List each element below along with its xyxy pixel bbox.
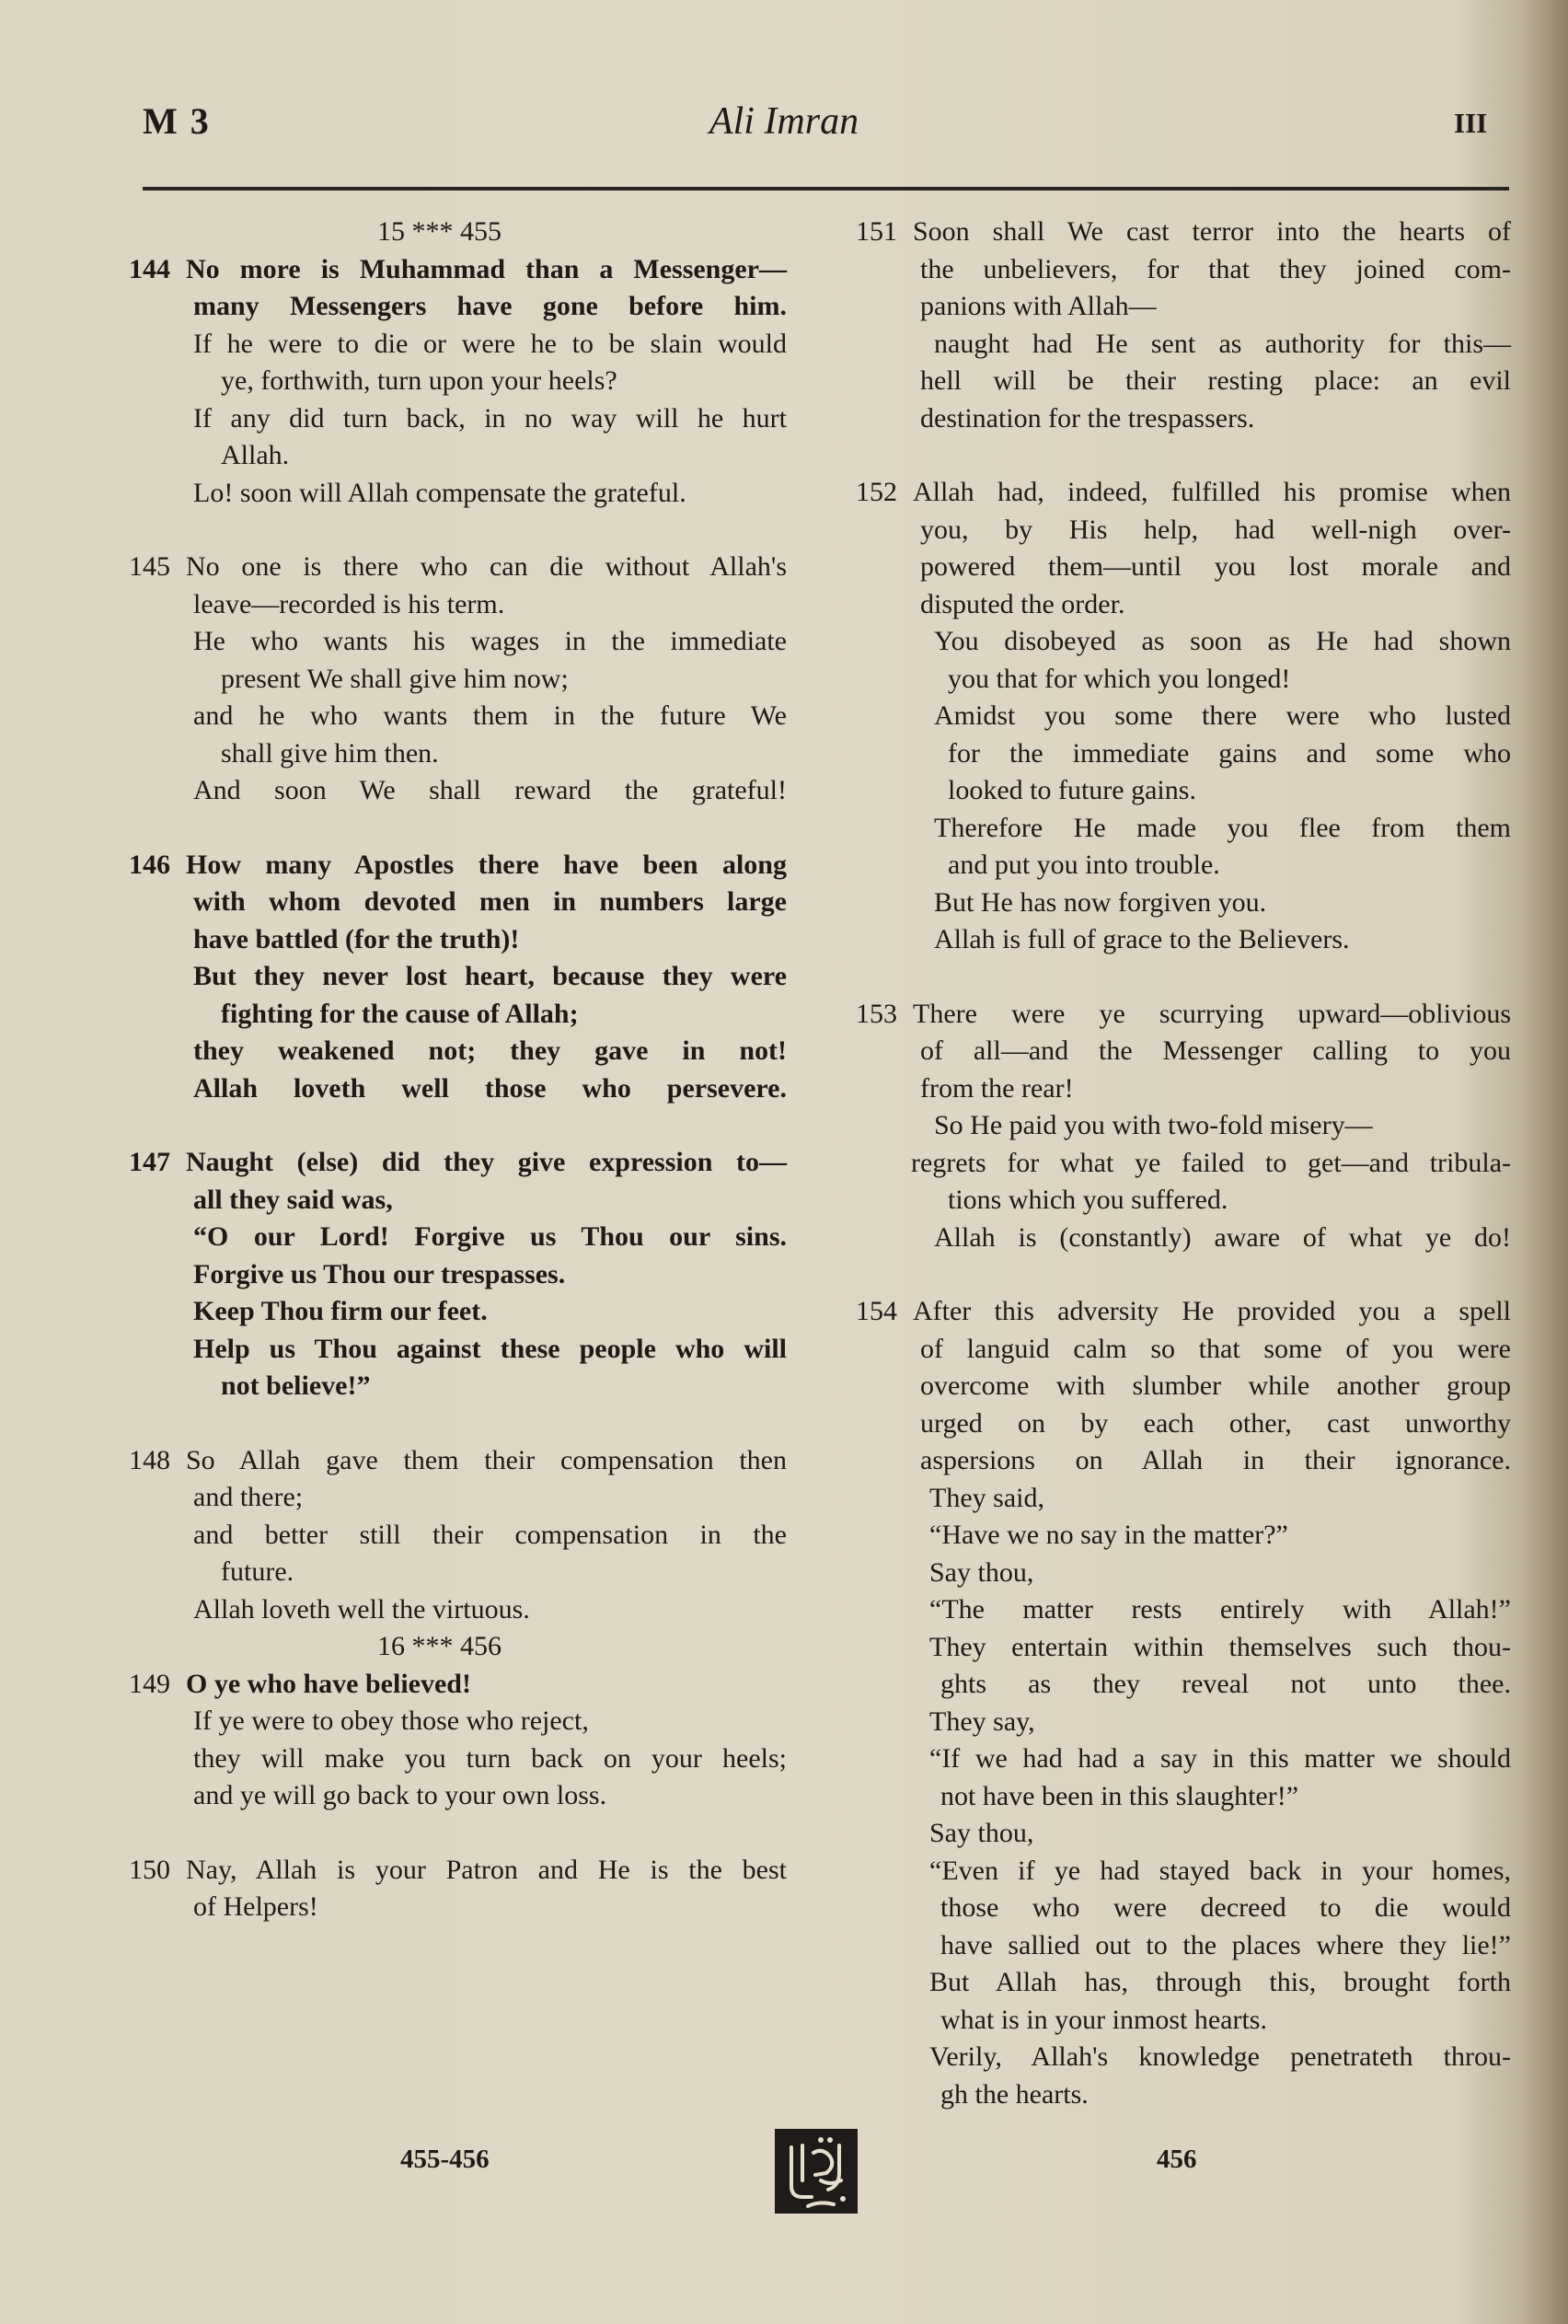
verse-line: they will make you turn back on your heels; (193, 1742, 787, 1774)
verse-line: of all—and the Messenger calling to you (920, 1035, 1511, 1066)
verse-line: the unbelievers, for that they joined com- (920, 253, 1511, 284)
verse-line: of Helpers! (193, 1891, 318, 1922)
verse-154 (856, 1293, 1511, 2113)
verse-line: hell will be their resting place: an evil (920, 365, 1511, 396)
verse-148 (129, 1442, 787, 1629)
verse-line: fighting for the cause of Allah; (221, 998, 579, 1029)
verse-line: Allah. (221, 440, 290, 470)
verse-line: you that for which you longed! (948, 663, 1291, 694)
verse-number: 146 (129, 849, 170, 880)
verse-line: Forgive us Thou our trespasses. (193, 1258, 566, 1289)
verse-line: Soon shall We cast terror into the hearts of (913, 216, 1511, 247)
verse-line: Say thou, (929, 1818, 1034, 1848)
verse-line: “O our Lord! Forgive us Thou our sins. (193, 1221, 787, 1252)
verse-line: and better still their compensation in the (193, 1519, 787, 1550)
verse-line: and he who wants them in the future We (193, 700, 787, 731)
verse-line: O ye who have believed! (186, 1668, 471, 1699)
verse-line: He who wants his wages in the immediate (193, 626, 787, 656)
verse-number: 148 (129, 1444, 170, 1475)
verse-149 (129, 1666, 787, 1815)
left-column (129, 214, 787, 1963)
verse-line: looked to future gains. (948, 775, 1196, 805)
verse-line: Keep Thou firm our feet. (193, 1296, 488, 1326)
page-footer-left: 455-456 (400, 2145, 490, 2174)
verse-line: No more is Muhammad than a Messenger— (186, 253, 787, 284)
verse-line: they weakened not; they gave in not! (193, 1035, 787, 1066)
verse-line: you, by His help, had well-nigh over- (920, 514, 1511, 545)
verse-line: leave—recorded is his term. (193, 588, 505, 619)
verse-line: If ye were to obey those who reject, (193, 1705, 589, 1736)
verse-line: And soon We shall reward the grateful! (193, 775, 787, 805)
verse-line: After this adversity He provided you a spell (913, 1296, 1511, 1326)
header-rule (143, 187, 1509, 191)
verse-number: 150 (129, 1854, 170, 1885)
verse-line: You disobeyed as soon as He had shown (934, 626, 1511, 656)
verse-151 (856, 214, 1511, 437)
verse-line: with whom devoted men in numbers large (193, 886, 787, 917)
verse-line: from the rear! (920, 1072, 1074, 1104)
verse-line: Naught (else) did they give expression to— (186, 1147, 787, 1177)
verse-line: Allah had, indeed, fulfilled his promise when (913, 477, 1511, 507)
verse-line: panions with Allah— (920, 291, 1157, 321)
verse-line: Allah is full of grace to the Believers. (934, 924, 1350, 954)
verse-line: have battled (for the truth)! (193, 923, 520, 954)
verse-line: Allah is (constantly) aware of what ye do! (934, 1221, 1511, 1253)
page-header-right: III (1454, 107, 1488, 139)
verse-line: So Allah gave them their compensation then (186, 1444, 787, 1475)
verse-line: disputed the order. (920, 588, 1125, 619)
verse-line: Verily, Allah's knowledge penetrateth throu- (929, 2041, 1511, 2072)
verse-line: They entertain within themselves such thou- (929, 1631, 1511, 1662)
page-header-left: M 3 (143, 100, 211, 142)
verse-144 (129, 251, 787, 513)
verse-line: have sallied out to the places where they lie!” (940, 1929, 1511, 1960)
verse-line: “Even if ye had stayed back in your homes, (929, 1855, 1511, 1886)
verse-line: But they never lost heart, because they were (193, 961, 787, 991)
verse-line: So He paid you with two-fold misery— (934, 1110, 1373, 1140)
verse-line: Amidst you some there were who lusted (934, 700, 1511, 731)
verse-number: 152 (856, 477, 897, 507)
verse-line: not believe!” (221, 1370, 371, 1401)
verse-line: They said, (929, 1482, 1044, 1513)
verse-line: Help us Thou against these people who will (193, 1333, 787, 1364)
verse-line: overcome with slumber while another group (920, 1370, 1511, 1401)
verse-150 (129, 1852, 787, 1926)
verse-line: tions which you suffered. (948, 1185, 1228, 1215)
verse-146 (129, 847, 787, 1108)
verse-line: for the immediate gains and some who (948, 737, 1511, 769)
verse-line: those who were decreed to die would (940, 1892, 1511, 1923)
verse-line: gh the hearts. (940, 2078, 1089, 2110)
verse-number: 145 (129, 551, 170, 582)
verse-line: and put you into trouble. (948, 850, 1220, 880)
verse-line: Nay, Allah is your Patron and He is the best (186, 1854, 787, 1885)
page-footer-right: 456 (1157, 2145, 1197, 2174)
verse-152 (856, 474, 1511, 959)
verse-line: urged on by each other, cast unworthy (920, 1407, 1511, 1439)
verse-line: “Have we no say in the matter?” (929, 1520, 1288, 1550)
verse-147 (129, 1144, 787, 1405)
verse-line: future. (221, 1556, 294, 1587)
verse-line: shall give him then. (221, 737, 439, 769)
verse-line: But Allah has, through this, brought forth (929, 1967, 1511, 1997)
verse-line: powered them—until you lost morale and (920, 551, 1511, 582)
verse-line: Say thou, (929, 1556, 1034, 1588)
verse-line: ye, forthwith, turn upon your heels? (221, 365, 617, 396)
verse-line: Allah loveth well the virtuous. (193, 1593, 530, 1624)
verse-line: naught had He sent as authority for this— (934, 328, 1511, 359)
verse-line: regrets for what ye failed to get—and tribula- (911, 1147, 1511, 1178)
verse-line: No one is there who can die without Allah's (186, 551, 787, 582)
verse-153 (856, 996, 1511, 1257)
verse-line: of languid calm so that some of you were (920, 1333, 1511, 1364)
verse-line: what is in your inmost hearts. (940, 2004, 1267, 2035)
verse-line: and there; (193, 1482, 304, 1512)
verse-line: present We shall give him now; (221, 663, 569, 694)
verse-line: But He has now forgiven you. (934, 886, 1267, 918)
verse-number: 149 (129, 1668, 170, 1699)
verse-number: 144 (129, 253, 170, 284)
verse-line: aspersions on Allah in their ignorance. (920, 1445, 1511, 1475)
verse-line: If any did turn back, in no way will he hurt (193, 402, 787, 434)
publisher-logo-icon (775, 2129, 858, 2214)
verse-145 (129, 549, 787, 810)
verse-line: not have been in this slaughter!” (940, 1780, 1299, 1811)
section-marker: 15 *** 455 (377, 216, 502, 247)
page-header-title: Ali Imran (709, 100, 859, 143)
verse-line: Allah loveth well those who persevere. (193, 1072, 787, 1104)
verse-line: “The matter rests entirely with Allah!” (929, 1594, 1511, 1624)
verse-line: many Messengers have gone before him. (193, 291, 787, 321)
verse-line: ghts as they reveal not unto thee. (940, 1669, 1511, 1699)
verse-number: 154 (856, 1296, 897, 1326)
verse-line: Therefore He made you flee from them (934, 812, 1511, 843)
verse-line: How many Apostles there have been along (186, 849, 787, 880)
verse-line: They say, (929, 1705, 1035, 1737)
verse-number: 153 (856, 998, 897, 1029)
section-marker: 16 *** 456 (377, 1631, 502, 1661)
verse-line: destination for the trespassers. (920, 402, 1255, 434)
verse-line: If he were to die or were he to be slain would (193, 328, 787, 359)
verse-number: 151 (856, 216, 897, 247)
verse-line: “If we had had a say in this matter we should (929, 1743, 1511, 1774)
right-column (856, 214, 1511, 2113)
verse-line: all they said was, (193, 1184, 393, 1215)
verse-line: and ye will go back to your own loss. (193, 1780, 607, 1810)
verse-line: Lo! soon will Allah compensate the grateful. (193, 477, 686, 508)
verse-line: There were ye scurrying upward—oblivious (913, 998, 1511, 1029)
verse-number: 147 (129, 1147, 170, 1177)
